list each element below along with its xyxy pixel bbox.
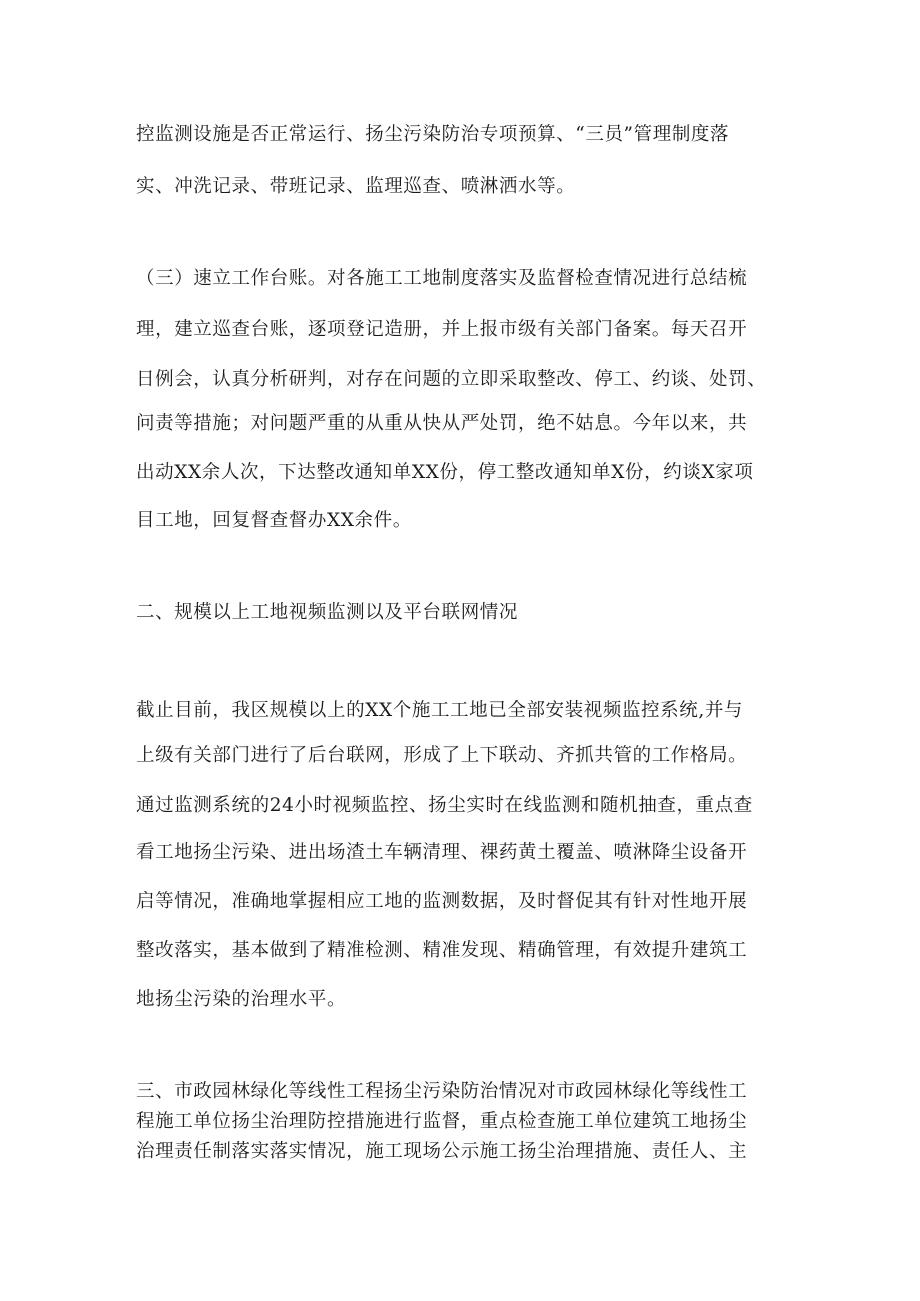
para3-line-6: 整改落实，基本做到了精准检测、精准发现、精确管理，有效提升建筑工 (136, 940, 748, 961)
para2-line-6: 目工地，回复督查督办XX余件。 (136, 510, 412, 531)
para1-line-1: 控监测设施是否正常运行、扬尘污染防治专项预算、“三员”管理制度落 (136, 124, 730, 145)
para3-line-2: 上级有关部门进行了后台联网，形成了上下联动、齐抓共管的工作格局。 (136, 745, 748, 766)
para4-line-1: 三、市政园林绿化等线性工程扬尘污染防治情况对市政园林绿化等线性工 (136, 1081, 748, 1102)
para3-line-5: 启等情况，准确地掌握相应工地的监测数据，及时督促其有针对性地开展 (136, 891, 748, 912)
para2-line-3: 日例会，认真分析研判，对存在问题的立即采取整改、停工、约谈、处罚、 (136, 369, 767, 390)
para3-line-7: 地扬尘污染的治理水平。 (136, 989, 347, 1010)
para2-line-2: 理，建立巡查台账，逐项登记造册，并上报市级有关部门备案。每天召开 (136, 319, 748, 340)
para2-line-4: 问责等措施；对问题严重的从重从快从严处罚，绝不姑息。今年以来，共 (136, 413, 748, 434)
para1-line-2: 实、冲洗记录、带班记录、监理巡查、喷淋洒水等。 (136, 176, 576, 197)
para2-line-5: 出动XX余人次，下达整改通知单XX份，停工整改通知单X份，约谈X家项 (136, 462, 754, 483)
para4-line-3: 治理责任制落实落实情况，施工现场公示施工扬尘治理措施、责任人、主 (136, 1141, 748, 1162)
para4-line-2: 程施工单位扬尘治理防控措施进行监督，重点检查施工单位建筑工地扬尘 (136, 1111, 748, 1132)
para3-line-1: 截止目前，我区规模以上的XX个施工工地已全部安装视频监控系统,并与 (136, 700, 744, 721)
para2-line-1: （三）速立工作台账。对各施工工地制度落实及监督检查情况进行总结梳 (136, 268, 748, 289)
section-heading-2: 二、规模以上工地视频监测以及平台联网情况 (136, 602, 519, 623)
para3-line-4: 看工地扬尘污染、进出场渣土车辆清理、裸药黄土覆盖、喷淋降尘设备开 (136, 842, 748, 863)
para3-line-3: 通过监测系统的24小时视频监控、扬尘实时在线监测和随机抽查，重点查 (136, 795, 753, 816)
